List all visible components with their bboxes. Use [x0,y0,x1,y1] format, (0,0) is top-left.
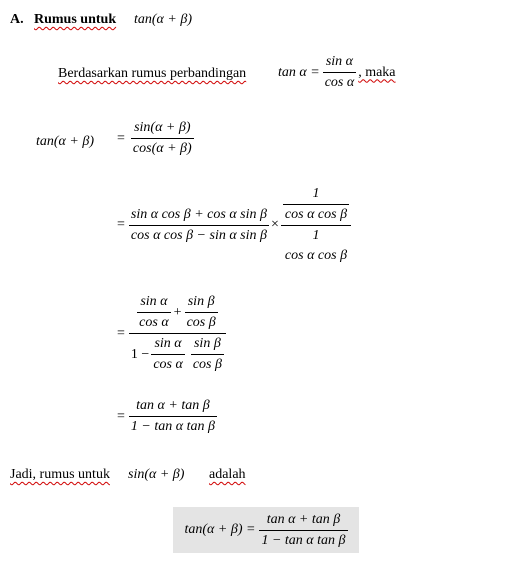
result-lhs: tan(α + β) = [184,522,256,537]
step2-upper-one: 1 [312,186,320,201]
step2-complex-fraction [281,186,351,264]
step1-equals: = [117,130,125,146]
result-box [173,507,359,553]
intro-denominator: cos α [323,72,357,91]
result-numerator: tan α + tan β [266,511,341,527]
step1-numerator: sin(α + β) [134,120,191,135]
intro-text: Berdasarkan rumus perbandingan [58,66,247,81]
step2-times: × [271,217,279,232]
step3-frac-b [185,294,218,331]
step1-lhs: tan(α + β) [36,134,94,149]
step3-d-num: sin β [193,336,221,351]
step3-b-num: sin β [187,294,215,309]
section-title: Rumus untuk [34,12,117,27]
conclusion-expression: sin(α + β) [128,467,185,482]
step3-denominator [129,333,226,373]
section-label: A. [10,12,24,27]
step2-formula [117,186,351,264]
step1-denominator: cos(α + β) [131,138,194,157]
step2-lower [281,225,351,264]
step2-denominator: cos α cos β − sin α sin β [129,225,269,244]
conclusion-text: Jadi, rumus untuk [10,467,110,482]
step2-upper-fraction [283,186,349,223]
result-denominator: 1 − tan α tan β [259,530,347,549]
section-title-expression: tan(α + β) [134,12,192,27]
conclusion-tail: adalah [209,467,246,482]
step4-equals: = [117,408,125,424]
step3-a-den: cos α [137,312,171,331]
step3-equals: = [117,325,125,341]
step4-denominator: 1 − tan α tan β [129,416,217,435]
step3-frac-a [137,294,171,331]
intro-suffix: , maka [358,64,396,80]
step3-c-den: cos α [151,354,185,373]
intro-lhs: tan α = [278,64,320,80]
step2-lower-one: 1 [312,228,320,243]
step3-numerator [135,294,220,333]
result-fraction [259,512,347,549]
step3-frac-c [151,336,185,373]
step2-numerator: sin α cos β + cos α sin β [130,206,267,222]
step2-equals: = [117,217,125,232]
step2-fraction [129,207,269,244]
step3-c-num: sin α [154,336,182,351]
step3-b-den: cos β [185,312,218,331]
step3-frac-d [191,336,224,373]
intro-formula [278,54,396,91]
step1-fraction [131,120,194,157]
step3-d-den: cos β [191,354,224,373]
step2-lower-fraction [283,228,349,264]
step3-one-minus: 1 − [130,346,150,362]
intro-fraction [323,54,357,91]
intro-numerator: sin α [325,54,354,69]
step3-formula [117,294,226,373]
step4-numerator: tan α + tan β [136,398,210,413]
step4-fraction [129,398,217,435]
step2-lower-den: cos α cos β [284,248,348,263]
step3-complex-fraction [129,294,226,373]
step2-upper-den: cos α cos β [283,204,349,223]
step1-formula [117,120,194,157]
step4-formula [117,398,217,435]
step3-a-num: sin α [140,294,168,309]
step3-plus: + [173,304,182,320]
step2-upper [281,186,351,225]
